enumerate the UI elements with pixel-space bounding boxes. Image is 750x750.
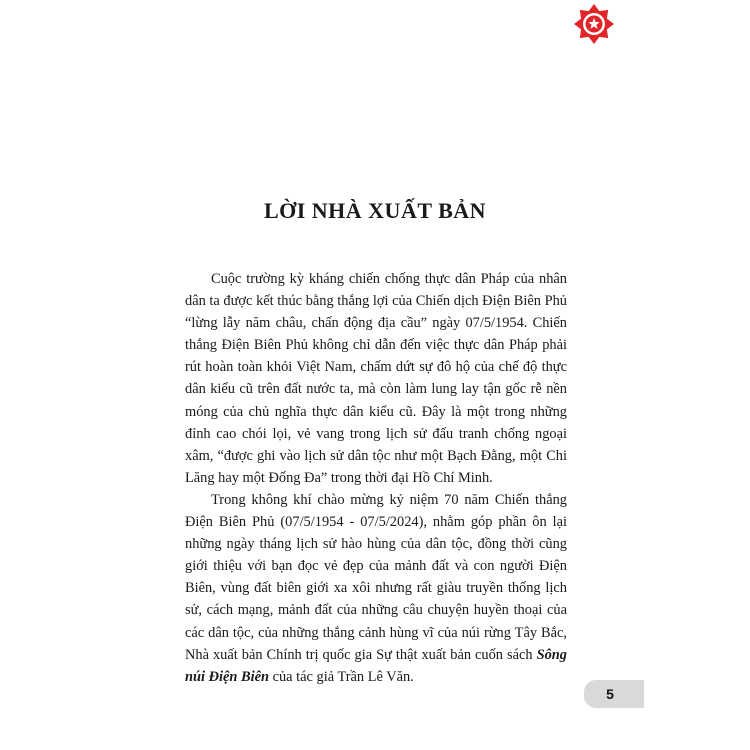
book-title: Sông núi Điện Biên bbox=[185, 646, 567, 685]
page-title: LỜI NHÀ XUẤT BẢN bbox=[263, 198, 487, 223]
page-number: 5 bbox=[606, 686, 614, 702]
preface-body bbox=[185, 268, 567, 688]
paragraph-2-text-after: của tác giả Trần Lê Văn. bbox=[268, 668, 414, 685]
paragraph-2 bbox=[185, 489, 567, 688]
paragraph-1: Cuộc trường kỳ kháng chiến chống thực dân Pháp của nhân dân ta được kết thúc bằng thắng lợi của Chiến dịch Điện Biên Phủ “lừng lẫy năm châu, chấn động địa cầu” ngày 07/5/1954. Chiến thắng Điện Biên Phủ không chỉ dẫn đến việc thực dân Pháp phải rút hoàn toàn khỏi Việt Nam, chấm dứt sự đô hộ của chế độ thực dân kiểu cũ trên đất nước ta, mà còn làm lung lay tận gốc rễ nền móng của chủ nghĩa thực dân kiểu cũ. Đây là một trong những đỉnh cao chói lọi, vẻ vang trong lịch sử đấu tranh chống ngoại xâm, “được ghi vào lịch sử dân tộc như một Bạch Đằng, một Chi Lăng hay một Đống Đa” trong thời đại Hồ Chí Minh. bbox=[185, 271, 567, 486]
paragraph-2-text-before: Trong không khí chào mừng kỷ niệm 70 năm Chiến thắng Điện Biên Phủ (07/5/1954 - 07/5/2024), nhằm góp phần ôn lại những ngày tháng lịch sử hào hùng của dân tộc, đồng thời cũng giới thiệu với bạn đọc vẻ đẹp của mảnh đất và con người Điện Biên, vùng đất biên giới xa xôi nhưng rất giàu truyền thống lịch sử, cách mạng, mảnh đất của những câu chuyện huyền thoại của các dân tộc, của những thắng cảnh hùng vĩ của núi rừng Tây Bắc, Nhà xuất bản Chính trị quốc gia Sự thật xuất bản cuốn sách bbox=[185, 491, 567, 663]
publisher-star-logo-icon bbox=[572, 2, 616, 46]
